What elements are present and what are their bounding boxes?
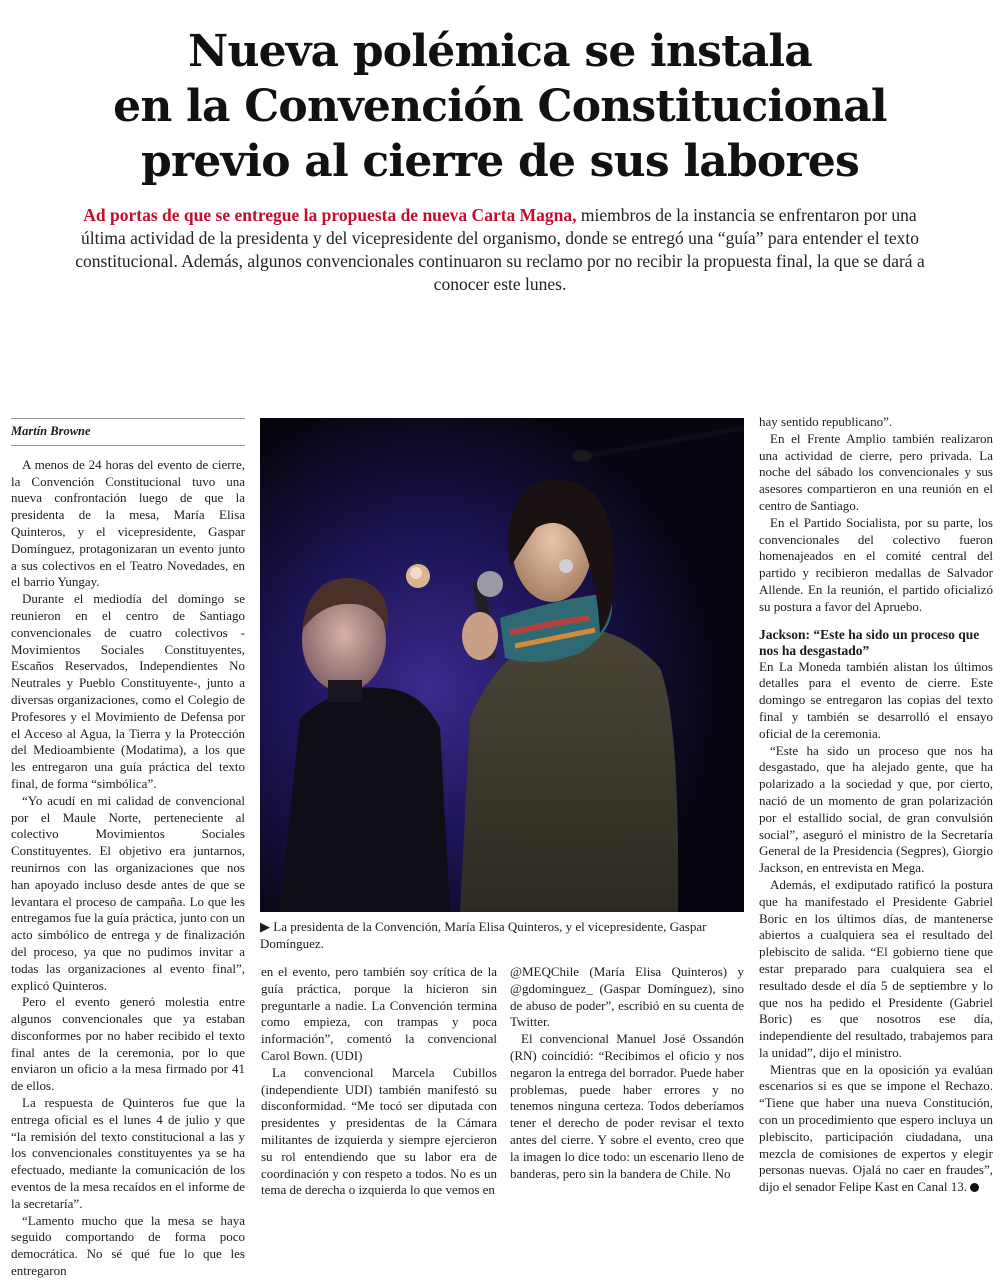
paragraph: A menos de 24 horas del evento de cierre, la Convención Constitucional tuvo una nueva confrontación luego de que la presidenta de la mesa, María Elisa Quinteros, y el vicepresidente, Gaspar Domínguez, protagonizaran un evento junto a sus colectivos en el Teatro Novedades, en el barrio Yungay. — [11, 456, 245, 590]
headline-line: previo al cierre de sus labores — [140, 136, 860, 187]
paragraph: Pero el evento generó molestia entre algunos convencionales que ya estaban disconformes por no haber recibido el texto final antes de la ceremonia, por lo que enviaron un oficio a la mesa firmado por 41 de ellos. — [11, 994, 245, 1094]
caption-marker: ▶ — [260, 919, 270, 934]
paragraph: @MEQChile (María Elisa Quinteros) y @gdominguez_ (Gaspar Domínguez), sino de abuso de poder”, escribió en su cuenta de Twitter. — [510, 964, 744, 1030]
paragraph: hay sentido republicano”. — [759, 414, 893, 429]
paragraph: La convencional Marcela Cubillos (independiente UDI) también manifestó su disconformidad. “Me tocó ser diputada con presidentes y presidentas de la Cámara militantes de izquierda y siempre ejercieron su rol entendiendo que su labor era de coordinación y con respeto a todos. No es un tema de derecha o izquierda lo que vemos en — [261, 1064, 497, 1198]
headline — [60, 24, 940, 189]
lead-paragraph — [60, 204, 940, 296]
paragraph: El convencional Manuel José Ossandón (RN) coincidió: “Recibimos el oficio y nos negaron la entrega del borrador. Puede haber problemas, puede haber errores y no tenemos ninguna certeza. Todos deberíamos tener el derecho de poder revisar el texto antes del cierre. Y sobre el evento, creo que la imagen lo dice todo: un escenario lleno de banderas, pero sin la bandera de Chile. No — [510, 1031, 744, 1181]
article-column-2 — [261, 964, 497, 1199]
section-subhead: Jackson: “Este ha sido un proceso que nos ha desgastado” — [759, 626, 980, 658]
headline-line: Nueva polémica se instala — [188, 26, 812, 77]
paragraph: “Este ha sido un proceso que nos ha desgastado, que ha alejado gente, que ha polarizado a la sociedad y que, por cierto, nació de un momento de gran polarización por el estallido social, de gran convulsión social”, aseguró el ministro de la Secretaría General de la Presidencia (Segpres), Giorgio Jackson, en entrevista en Mega. — [759, 742, 993, 876]
divider — [11, 418, 245, 419]
photo-caption — [260, 919, 744, 952]
paragraph — [759, 1062, 993, 1196]
article-column-4 — [759, 414, 993, 1196]
article-column-3 — [510, 964, 744, 1182]
article-column-1 — [11, 418, 245, 1280]
paragraph: en el evento, pero también soy crítica de la guía práctica, porque la hicieron sin preguntarle a nadie. La Convención termina como empieza, con trampas y poca información”, comentó la convencional Carol Bown. (UDI) — [261, 964, 497, 1063]
end-mark-icon — [970, 1183, 979, 1192]
paragraph: Durante el mediodía del domingo se reunieron en el centro de Santiago convencionales de cuatro colectivos -Movimientos Sociales Constituyentes, Escaños Reservados, Independientes No Neutrales y Pueblo Constituyente-, junto a diversas organizaciones, como el Colegio de Profesores y el Movimiento de Defensa por el Acceso al Agua, la Tierra y la Protección del Medioambiente (Modatima), a los que les entregaron una guía práctica del texto final, de forma “simbólica”. — [11, 591, 245, 791]
caption-text: La presidenta de la Convención, María Elisa Quinteros, y el vicepresidente, Gaspar Domínguez. — [260, 919, 707, 951]
headline-line: en la Convención Constitucional — [113, 81, 887, 132]
paragraph: Además, el exdiputado ratificó la postura que ha manifestado el Presidente Gabriel Boric en los últimos días, de mantenerse abiertos a cualquiera sea el resultado del plebiscito de salida. “El gobierno tiene que estar preparado para cualquiera sea el resultado desde el día 5 de septiembre y lo que nos ha pedido el Presidente (Gabriel Boric) es que nosotros ese día, independiente del resultado, trabajemos para la unidad”, dijo el ministro. — [759, 876, 993, 1060]
paragraph: La respuesta de Quinteros fue que la entrega oficial es el lunes 4 de julio y que “la remisión del texto constitucional a las y los convencionales constituyentes ya se ha efectuado, mediante la comunicación de los eventos de la mesa recaídos en el informe de la secretaría”. — [11, 1095, 245, 1211]
article-photo — [260, 418, 744, 912]
lead-text: miembros de la instancia se enfrentaron por una última actividad de la presidenta y del vicepresidente del organismo, donde se entregó una “guía” para entender el texto constitucional. Además, algunos convencionales continuaron su reclamo por no recibir la propuesta final, la que se dará a conocer este lunes. — [75, 205, 925, 294]
paragraph: En La Moneda también alistan los últimos detalles para el evento de cierre. Este domingo se entregaron las copias del texto final y también se desarrolló el ensayo oficial de la ceremonia. — [759, 658, 993, 741]
paragraph: En el Partido Socialista, por su parte, los convencionales del colectivo fueron homenajeados en el comité central del partido y recibieron medallas de Salvador Allende. En la reunión, el partido oficializó su postura a favor del Apruebo. — [759, 514, 993, 614]
paragraph: “Yo acudí en mi calidad de convencional por el Maule Norte, perteneciente al colectivo Movimientos Sociales Constituyentes. El objetivo era juntarnos, reunirnos con las organizaciones que nos han apoyado incluso desde antes de que se levantara el proceso de campaña. Lo que les entregamos fue la guía práctica, junto con un acto simbólico de entrega y de finalización del proceso, ya que no pudimos invitar a todas las organizaciones al evento final”, explicó Quinteros. — [11, 792, 245, 993]
photo-illustration — [260, 418, 744, 912]
paragraph: En el Frente Amplio también realizaron una actividad de cierre, pero privada. La noche del sábado los convencionales y sus asesores compartieron en una reunión en el centro de Santiago. — [759, 430, 993, 513]
byline: Martín Browne — [11, 423, 245, 446]
lead-highlight: Ad portas de que se entregue la propuesta de nueva Carta Magna, — [83, 205, 577, 225]
paragraph-text: Mientras que en la oposición ya evalúan escenarios si es que se impone el Rechazo. “Tiene que haber una nueva Constitución, con un procedimiento que espero incluya un plebiscito, participación ciudadana, una mezcla de comisiones de expertos y elegir personas nuevas. Ojalá no caer en fraudes”, dijo el senador Felipe Kast en Canal 13. — [759, 1061, 993, 1195]
paragraph: “Lamento mucho que la mesa se haya seguido comportando de forma poco democrática. No sé qué fue lo que les entregaron — [11, 1212, 245, 1279]
